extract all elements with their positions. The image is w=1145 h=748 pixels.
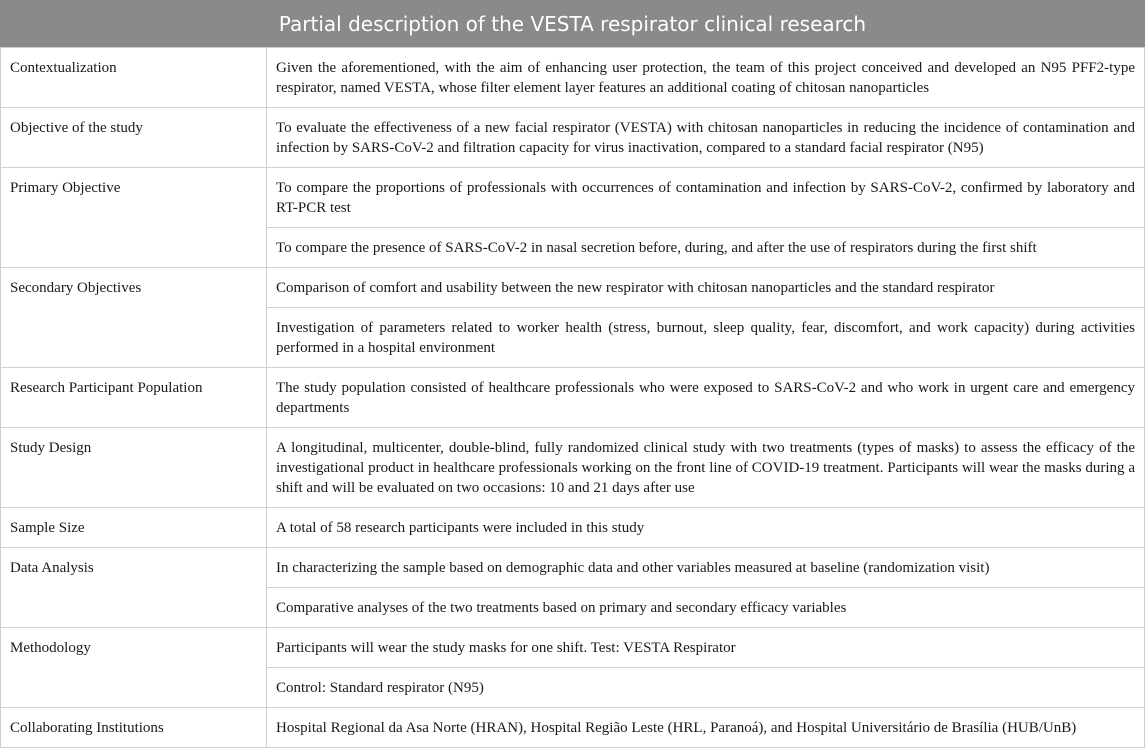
- research-description-table: [0, 48, 1145, 748]
- row-description: Comparison of comfort and usability between the new respirator with chitosan nanoparticles and the standard respirator: [267, 268, 1145, 308]
- table-title: Partial description of the VESTA respirator clinical research: [0, 0, 1145, 48]
- row-description: To compare the proportions of professionals with occurrences of contamination and infection by SARS-CoV-2, confirmed by laboratory and RT-PCR test: [267, 168, 1145, 228]
- table-row: [1, 268, 1145, 308]
- row-label: Sample Size: [1, 508, 267, 548]
- row-label: Primary Objective: [1, 168, 267, 268]
- row-description: In characterizing the sample based on demographic data and other variables measured at baseline (randomization visit): [267, 548, 1145, 588]
- table-row: [1, 508, 1145, 548]
- table-row: [1, 48, 1145, 108]
- row-description: A longitudinal, multicenter, double-blind, fully randomized clinical study with two treatments (types of masks) to assess the efficacy of the investigational product in healthcare professionals working on the front line of COVID-19 treatment. Participants will wear the masks during a shift and will be evaluated on two occasions: 10 and 21 days after use: [267, 428, 1145, 508]
- row-label: Collaborating Institutions: [1, 708, 267, 748]
- row-description: Hospital Regional da Asa Norte (HRAN), Hospital Região Leste (HRL, Paranoá), and Hospital Universitário de Brasília (HUB/UnB): [267, 708, 1145, 748]
- row-label: Study Design: [1, 428, 267, 508]
- table-row: [1, 368, 1145, 428]
- row-description: To evaluate the effectiveness of a new facial respirator (VESTA) with chitosan nanoparticles in reducing the incidence of contamination and infection by SARS-CoV-2 and filtration capacity for virus inactivation, compared to a standard facial respirator (N95): [267, 108, 1145, 168]
- row-label: Contextualization: [1, 48, 267, 108]
- row-description: Participants will wear the study masks for one shift. Test: VESTA Respirator: [267, 628, 1145, 668]
- row-description: The study population consisted of healthcare professionals who were exposed to SARS-CoV-2 and who work in urgent care and emergency departments: [267, 368, 1145, 428]
- row-description: Control: Standard respirator (N95): [267, 668, 1145, 708]
- table-row: [1, 628, 1145, 668]
- row-label: Research Participant Population: [1, 368, 267, 428]
- row-description: A total of 58 research participants were included in this study: [267, 508, 1145, 548]
- table-row: [1, 428, 1145, 508]
- row-label: Data Analysis: [1, 548, 267, 628]
- table-row: [1, 168, 1145, 228]
- row-description: To compare the presence of SARS-CoV-2 in nasal secretion before, during, and after the use of respirators during the first shift: [267, 228, 1145, 268]
- row-label: Objective of the study: [1, 108, 267, 168]
- table-row: [1, 548, 1145, 588]
- table-row: [1, 708, 1145, 748]
- table-row: [1, 108, 1145, 168]
- row-description: Given the aforementioned, with the aim of enhancing user protection, the team of this project conceived and developed an N95 PFF2-type respirator, named VESTA, whose filter element layer features an additional coating of chitosan nanoparticles: [267, 48, 1145, 108]
- row-label: Secondary Objectives: [1, 268, 267, 368]
- row-description: Comparative analyses of the two treatments based on primary and secondary efficacy variables: [267, 588, 1145, 628]
- row-label: Methodology: [1, 628, 267, 708]
- row-description: Investigation of parameters related to worker health (stress, burnout, sleep quality, fear, discomfort, and work capacity) during activities performed in a hospital environment: [267, 308, 1145, 368]
